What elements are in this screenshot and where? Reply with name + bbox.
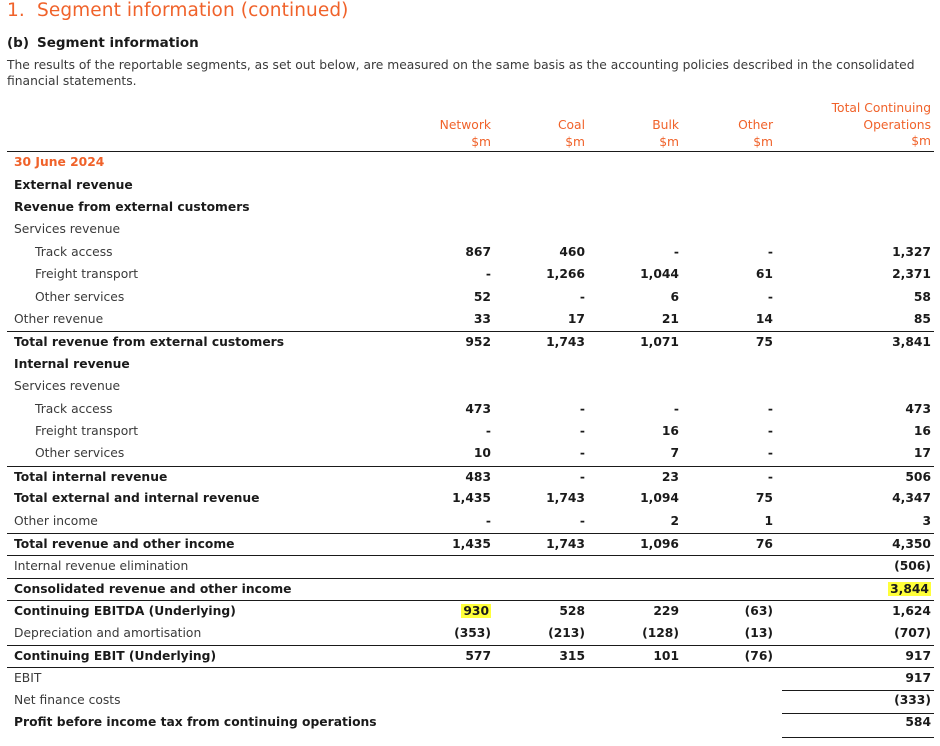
cell-bulk: - (673, 244, 679, 259)
cell-total: 17 (913, 446, 931, 461)
cell-total: 3 (922, 513, 931, 528)
subsection-heading (7, 35, 199, 51)
cell-network: 577 (465, 648, 491, 663)
cell-other: - (767, 469, 773, 484)
cell-bulk: 6 (670, 289, 679, 304)
cell-bulk: 21 (661, 311, 679, 326)
period-label: 30 June 2024 (14, 155, 105, 169)
row-label: Net finance costs (14, 692, 121, 707)
cell-coal: 1,743 (546, 491, 585, 506)
cell-bulk: 1,044 (640, 267, 679, 282)
row-label: Other services (35, 289, 125, 304)
row-label: Other services (35, 446, 125, 461)
row-label: Total revenue from external customers (14, 335, 285, 350)
table-row (7, 264, 934, 286)
cell-network: 10 (473, 446, 491, 461)
cell-total: 3,844 (890, 581, 929, 596)
cell-network: 1,435 (452, 536, 491, 551)
cell-other: (13) (744, 625, 773, 640)
section-number: 1. (7, 0, 25, 21)
cell-other: 76 (755, 536, 773, 551)
cell-coal: - (579, 423, 585, 438)
row-label: Consolidated revenue and other income (14, 581, 292, 596)
cell-other: 61 (755, 267, 773, 282)
cell-network: - (485, 423, 491, 438)
cell-network: 1,435 (452, 491, 491, 506)
row-label: Continuing EBITDA (Underlying) (14, 604, 236, 619)
column-header-coal: Coal $m (557, 118, 585, 149)
row-label: Services revenue (14, 222, 121, 237)
cell-network: (353) (454, 625, 491, 640)
cell-coal: - (579, 469, 585, 484)
total-rule (782, 713, 934, 714)
table-row (7, 578, 934, 601)
cell-bulk: 1,096 (640, 536, 679, 551)
cell-network: - (485, 267, 491, 282)
cell-other: (76) (744, 648, 773, 663)
row-label: Internal revenue (14, 356, 130, 371)
cell-bulk: 101 (653, 648, 679, 663)
cell-total: 4,350 (892, 536, 931, 551)
cell-coal: 1,743 (546, 335, 585, 350)
row-label: External revenue (14, 177, 133, 192)
cell-network: 952 (465, 335, 491, 350)
table-row (7, 488, 934, 510)
table-row (7, 287, 934, 309)
cell-bulk: 1,071 (640, 335, 679, 350)
table-row (7, 645, 934, 668)
table-row (7, 533, 934, 556)
table-row (7, 667, 934, 690)
row-label: Total revenue and other income (14, 536, 235, 551)
cell-coal: 1,266 (546, 267, 585, 282)
cell-total: 4,347 (892, 491, 931, 506)
table-row (7, 309, 934, 331)
cell-total: 506 (905, 469, 931, 484)
column-header-other: Other $m (738, 118, 773, 149)
cell-total: 3,841 (892, 335, 931, 350)
cell-bulk: 2 (670, 513, 679, 528)
cell-bulk: 7 (670, 446, 679, 461)
cell-total: (333) (894, 692, 931, 707)
cell-other: (63) (744, 604, 773, 619)
cell-total: 16 (913, 423, 931, 438)
cell-coal: - (579, 446, 585, 461)
cell-total: (707) (894, 625, 931, 640)
row-label: Track access (35, 401, 113, 416)
table-row (7, 623, 934, 645)
row-label: Other revenue (14, 311, 104, 326)
cell-other: - (767, 446, 773, 461)
table-row (7, 354, 934, 376)
table-row (7, 511, 934, 533)
total-rule (782, 690, 934, 691)
cell-coal: (213) (548, 625, 585, 640)
table-row (7, 466, 934, 489)
table-row (7, 421, 934, 443)
cell-coal: 17 (567, 311, 585, 326)
cell-network: 52 (473, 289, 491, 304)
row-label: Freight transport (35, 267, 139, 282)
cell-network: 473 (465, 401, 491, 416)
row-label: Revenue from external customers (14, 199, 250, 214)
row-label: Track access (35, 244, 113, 259)
row-label: Other income (14, 513, 98, 528)
period-row (7, 152, 934, 174)
cell-total: 473 (905, 401, 931, 416)
cell-total: 58 (913, 289, 931, 304)
section-title (7, 0, 349, 21)
table-row (7, 376, 934, 398)
cell-total: 1,624 (892, 604, 931, 619)
table-row (7, 219, 934, 241)
column-header-network: Network $m (439, 118, 491, 149)
row-label: Services revenue (14, 379, 121, 394)
cell-total: (506) (894, 559, 931, 574)
table-row (7, 443, 934, 465)
table-row (7, 197, 934, 219)
cell-bulk: - (673, 401, 679, 416)
column-header-bulk: Bulk $m (652, 118, 679, 149)
row-label: EBIT (14, 671, 42, 686)
table-row (7, 175, 934, 197)
cell-other: 1 (764, 513, 773, 528)
row-label: Total external and internal revenue (14, 491, 260, 506)
cell-total: 917 (905, 671, 931, 686)
cell-total: 917 (905, 648, 931, 663)
row-label: Freight transport (35, 423, 139, 438)
cell-network: 33 (473, 311, 491, 326)
cell-network: 930 (463, 604, 489, 619)
row-label: Profit before income tax from continuing operations (14, 715, 377, 730)
row-label: Internal revenue elimination (14, 559, 189, 574)
cell-bulk: 1,094 (640, 491, 679, 506)
cell-network: 867 (465, 244, 491, 259)
cell-other: 75 (755, 491, 773, 506)
cell-coal: 315 (559, 648, 585, 663)
cell-other: - (767, 401, 773, 416)
cell-total: 2,371 (892, 267, 931, 282)
cell-other: 14 (755, 311, 773, 326)
row-label: Continuing EBIT (Underlying) (14, 648, 217, 663)
row-label: Total internal revenue (14, 469, 168, 484)
cell-network: - (485, 513, 491, 528)
subsection-title: Segment information (37, 35, 199, 51)
table-row (7, 555, 934, 578)
table-row (7, 712, 934, 734)
cell-coal: 528 (559, 604, 585, 619)
table-row (7, 242, 934, 264)
cell-bulk: 23 (661, 469, 679, 484)
total-rule (782, 737, 934, 738)
table-row (7, 331, 934, 354)
table-row (7, 690, 934, 712)
table-row (7, 399, 934, 421)
cell-network: 483 (465, 469, 491, 484)
cell-bulk: 229 (653, 604, 679, 619)
column-header-total: Total Continuing Operations $m (831, 101, 931, 148)
cell-bulk: 16 (661, 423, 679, 438)
cell-coal: - (579, 289, 585, 304)
intro-paragraph: The results of the reportable segments, as set out below, are measured on the same basis as the accounting policies described in the consolidated financial statements. (7, 58, 915, 88)
cell-other: - (767, 244, 773, 259)
section-title-text: Segment information (continued) (37, 0, 349, 21)
cell-bulk: (128) (642, 625, 679, 640)
cell-coal: - (579, 401, 585, 416)
table-row (7, 600, 934, 623)
cell-total: 584 (905, 715, 931, 730)
cell-other: - (767, 423, 773, 438)
cell-other: 75 (755, 335, 773, 350)
row-label: Depreciation and amortisation (14, 625, 202, 640)
cell-total: 1,327 (892, 244, 931, 259)
cell-coal: 460 (559, 244, 585, 259)
subsection-label: (b) (7, 35, 30, 51)
cell-other: - (767, 289, 773, 304)
cell-total: 85 (913, 311, 931, 326)
cell-coal: - (579, 513, 585, 528)
cell-coal: 1,743 (546, 536, 585, 551)
